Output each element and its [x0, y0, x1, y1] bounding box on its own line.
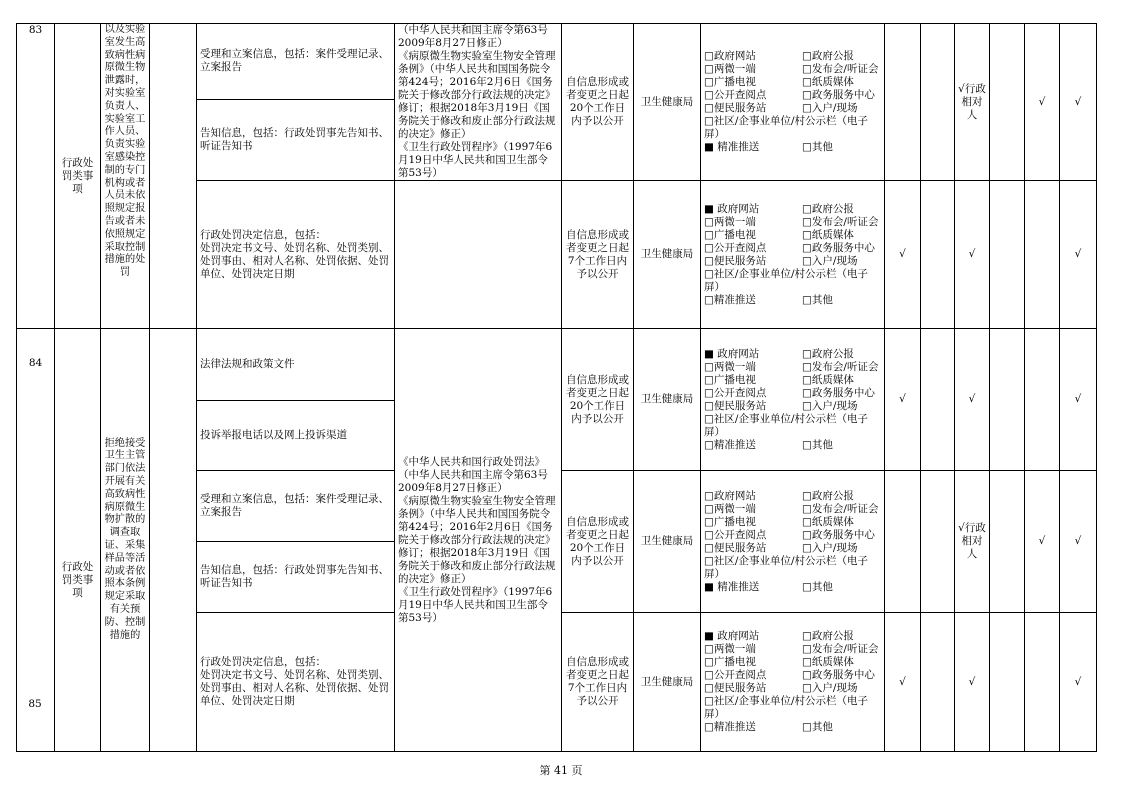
ch-84b-service: □政务服务中心 [802, 528, 875, 541]
ch-83a-home: □入户/现场 [802, 102, 858, 114]
time-84b-text: 自信息形成或者变更之日起20个工作日内予以公开 [566, 515, 629, 567]
ch-83b-press: □发布会/听证会 [802, 215, 879, 228]
mark-83a-2 [921, 24, 955, 181]
time-83b [562, 181, 634, 329]
ch-84b-press: □发布会/听证会 [802, 502, 879, 515]
mark-83b-5 [1025, 181, 1060, 329]
channels-84c [701, 613, 885, 752]
time-84b [562, 471, 634, 613]
item-83-text: 以及实验室发生高致病性病原微生物泄露时，对实验室负责人、实验室工作人员、负责实验室感染控制的专门机构或者人员未依照规定报告或者未依照规定采取控制措施的处罚 [104, 24, 146, 279]
row-index-83 [17, 24, 55, 329]
empty-84 [150, 329, 197, 752]
time-83b-text: 自信息形成或者变更之日起7个工作日内予以公开 [566, 228, 629, 280]
ch-84c-weibo: □两微一端 [704, 643, 756, 655]
dept-83a [634, 24, 701, 181]
content-84-5-text: 行政处罚决定信息，包括： 处罚决定书文号、处罚名称、处罚类别、处罚事由、相对人名称、处罚依据、处罚单位、处罚决定日期 [200, 656, 389, 707]
tick-84c-1: √ [899, 675, 906, 688]
ch-84b-other: □其他 [802, 580, 833, 593]
ch-83b-station: □便民服务站 [704, 254, 767, 267]
content-84-4-text: 告知信息，包括：行政处罚事先告知书、听证告知书 [200, 564, 389, 589]
tick-84c-6: √ [1074, 675, 1082, 688]
row-index-85-text: 85 [28, 698, 42, 710]
ch-84a-gov-website: ■ 政府网站 [704, 347, 760, 360]
ch-84c-station: □便民服务站 [704, 682, 767, 694]
mark-84b-2 [921, 471, 955, 613]
law-84-text: 《中华人民共和国行政处罚法》（中华人民共和国主席令第63号2009年8月27日修正） 《病原微生物实验室生物安全管理条例》（中华人民共和国国务院令第424号；2016年2月6日《国务院关于修改部分行政法规的决定》修订；根据2018年3月19日《国务院关于修改和废止部分行政法规的决定》修正） 《卫生行政处罚程序》（1997年6月19日中华人民共和国卫生部令第53号） [398, 455, 556, 624]
mark-83b-3 [955, 181, 990, 329]
dept-84c [634, 613, 701, 752]
mark-84c-6 [1060, 613, 1097, 752]
content-84-2-text: 投诉举报电话以及网上投诉渠道 [200, 429, 347, 441]
channels-84b [701, 471, 885, 613]
item-84 [101, 329, 150, 752]
ch-84b-gov-website: □政府网站 [704, 489, 756, 502]
page-footer [0, 762, 1122, 778]
ch-84b-push: ■ 精准推送 [704, 580, 760, 593]
tick-83b-3: √ [968, 248, 976, 260]
content-84-1-text: 法律法规和政策文件 [200, 358, 295, 370]
tick-83b-6: √ [1074, 248, 1082, 260]
empty-83 [150, 24, 197, 329]
mark-84a-1 [885, 329, 921, 471]
tick-83b-1: √ [899, 248, 906, 260]
mark-84c-5 [1025, 613, 1060, 752]
tick-84c-3: √ [968, 675, 976, 688]
ch-84a-weibo: □两微一端 [704, 360, 756, 373]
row-index-83-text: 83 [28, 24, 43, 36]
mark-84c-4 [990, 613, 1025, 752]
ch-84a-home: □入户/现场 [802, 399, 858, 412]
ch-83a-gov-website: □政府网站 [704, 50, 756, 62]
dept-84a [634, 329, 701, 471]
mark-83a-5 [1025, 24, 1060, 181]
mark-84c-1 [885, 613, 921, 752]
mark-83a-3 [955, 24, 990, 181]
ch-83a-reading: □公开查阅点 [704, 89, 767, 101]
item-83 [101, 24, 150, 329]
category-84 [55, 329, 101, 752]
ch-84a-other: □其他 [802, 438, 833, 451]
channels-84a [701, 329, 885, 471]
mark-83a-1 [885, 24, 921, 181]
mark-84b-4 [990, 471, 1025, 613]
category-83 [55, 24, 101, 329]
ch-84c-gov-website: ■ 政府网站 [704, 630, 760, 642]
mark-84b-6 [1060, 471, 1097, 613]
time-84c [562, 613, 634, 752]
subject-83a: √行政相对人 [958, 82, 986, 121]
ch-84c-press: □发布会/听证会 [802, 643, 879, 655]
item-84-text: 拒绝接受卫生主管部门依法开展有关高致病性病原微生物扩散的调查取证、采集样品等活动或者依照本条例规定采取有关预防、控制措施的 [104, 437, 146, 641]
law-83a-text: （中华人民共和国主席令第63号2009年8月27日修正） 《病原微生物实验室生物安全管理条例》（中华人民共和国国务院令第424号；2016年2月6日《国务院关于修改部分行政法规的决定》修订；根据2018年3月19日《国务院关于修改和废止部分行政法规的决定》修正） 《卫生行政处罚程序》（1997年6月19日中华人民共和国卫生部令第53号） [398, 24, 556, 179]
content-83-2-text: 告知信息，包括：行政处罚事先告知书、听证告知书 [200, 126, 389, 152]
law-84 [395, 329, 562, 752]
ch-84a-gov-gazette: □政府公报 [802, 347, 854, 360]
ch-83b-weibo: □两微一端 [704, 215, 756, 228]
ch-84c-service: □政务服务中心 [802, 669, 875, 681]
ch-83a-weibo: □两微一端 [704, 63, 756, 75]
ch-83a-gov-gazette: □政府公报 [802, 50, 854, 62]
mark-83a-4 [990, 24, 1025, 181]
mark-84b-5 [1025, 471, 1060, 613]
content-83-3 [197, 181, 395, 329]
channels-83a [701, 24, 885, 181]
ch-83b-board: □社区/企事业单位/村公示栏（电子屏） [704, 267, 868, 293]
ch-83a-push: ■ 精准推送 [704, 141, 760, 153]
mark-84a-5 [1025, 329, 1060, 471]
ch-84b-board: □社区/企事业单位/村公示栏（电子屏） [704, 554, 868, 580]
dept-84a-text: 卫生健康局 [640, 393, 694, 405]
mark-84a-6 [1060, 329, 1097, 471]
ch-84b-gov-gazette: □政府公报 [802, 489, 854, 502]
dept-83b [634, 181, 701, 329]
ch-83b-push: □精准推送 [704, 293, 756, 306]
mark-83a-6 [1060, 24, 1097, 181]
tick-84a-6: √ [1074, 393, 1082, 405]
ch-84a-tv: □广播电视 [704, 373, 756, 386]
ch-84b-reading: □公开查阅点 [704, 528, 767, 541]
category-83-text: 行政处罚类事项 [61, 156, 94, 195]
ch-84a-service: □政务服务中心 [802, 386, 875, 399]
law-83a [395, 24, 562, 181]
ch-84a-push: □精准推送 [704, 438, 756, 451]
ch-83a-board: □社区/企事业单位/村公示栏（电子屏） [704, 115, 868, 140]
ch-84b-tv: □广播电视 [704, 515, 756, 528]
mark-84c-2 [921, 613, 955, 752]
dept-84b [634, 471, 701, 613]
content-84-2 [197, 401, 395, 471]
law-83b [395, 181, 562, 329]
ch-84c-tv: □广播电视 [704, 656, 756, 668]
mark-83b-6 [1060, 181, 1097, 329]
ch-83b-service: □政务服务中心 [802, 241, 875, 254]
mark-83b-1 [885, 181, 921, 329]
ch-84b-paper: □纸质媒体 [802, 515, 854, 528]
content-84-3-text: 受理和立案信息，包括：案件受理记录、立案报告 [200, 493, 389, 518]
content-83-3-text: 行政处罚决定信息，包括： 处罚决定书文号、处罚名称、处罚类别、处罚事由、相对人名称、处罚依据、处罚单位、处罚决定日期 [200, 228, 389, 280]
ch-83b-home: □入户/现场 [802, 254, 858, 267]
ch-84a-board: □社区/企事业单位/村公示栏（电子屏） [704, 412, 868, 438]
row-index-84 [17, 329, 55, 752]
mark-83b-4 [990, 181, 1025, 329]
content-84-1 [197, 329, 395, 401]
tick-84a-3: √ [968, 393, 976, 405]
ch-83b-reading: □公开查阅点 [704, 241, 767, 254]
mark-84a-4 [990, 329, 1025, 471]
ch-83b-other: □其他 [802, 293, 833, 306]
mark-84a-2 [921, 329, 955, 471]
tick-83a-6: √ [1074, 95, 1082, 108]
row-index-85 [16, 698, 54, 710]
time-83a [562, 24, 634, 181]
ch-84a-reading: □公开查阅点 [704, 386, 767, 399]
tick-84b-6: √ [1074, 535, 1082, 547]
content-84-4 [197, 542, 395, 613]
time-84c-text: 自信息形成或者变更之日起7个工作日内予以公开 [566, 656, 629, 707]
ch-83a-service: □政务服务中心 [802, 89, 875, 101]
ch-84c-push: □精准推送 [704, 721, 756, 733]
ch-84b-station: □便民服务站 [704, 541, 767, 554]
ch-83b-gov-gazette: □政府公报 [802, 202, 854, 215]
time-84a-text: 自信息形成或者变更之日起20个工作日内予以公开 [566, 373, 629, 425]
mark-83b-2 [921, 181, 955, 329]
tick-84b-5: √ [1038, 535, 1046, 547]
ch-84a-station: □便民服务站 [704, 399, 767, 412]
subject-84b: √行政相对人 [958, 522, 986, 560]
content-84-3 [197, 471, 395, 542]
mark-84b-1 [885, 471, 921, 613]
ch-83b-tv: □广播电视 [704, 228, 756, 241]
ch-84c-gov-gazette: □政府公报 [802, 630, 854, 642]
content-84-5 [197, 613, 395, 752]
ch-84c-paper: □纸质媒体 [802, 656, 854, 668]
content-83-2 [197, 99, 395, 180]
ch-84b-home: □入户/现场 [802, 541, 858, 554]
ch-83a-station: □便民服务站 [704, 102, 767, 114]
ch-84a-press: □发布会/听证会 [802, 360, 879, 373]
dept-83b-text: 卫生健康局 [640, 248, 694, 260]
dept-84c-text: 卫生健康局 [640, 675, 694, 688]
mark-84b-3 [955, 471, 990, 613]
ch-84c-home: □入户/现场 [802, 682, 858, 694]
disclosure-table [16, 23, 1097, 752]
ch-84c-board: □社区/企事业单位/村公示栏（电子屏） [704, 695, 868, 720]
page-number: 第 41 页 [539, 764, 583, 777]
ch-84c-reading: □公开查阅点 [704, 669, 767, 681]
mark-84a-3 [955, 329, 990, 471]
ch-83a-other: □其他 [802, 141, 833, 153]
ch-83a-paper: □纸质媒体 [802, 76, 854, 88]
ch-84b-weibo: □两微一端 [704, 502, 756, 515]
tick-83a-5: √ [1038, 95, 1046, 108]
mark-84c-3 [955, 613, 990, 752]
time-84a [562, 329, 634, 471]
ch-84c-other: □其他 [802, 721, 833, 733]
dept-83a-text: 卫生健康局 [640, 95, 694, 108]
category-84-text: 行政处罚类事项 [61, 560, 94, 599]
ch-83a-tv: □广播电视 [704, 76, 756, 88]
content-83-1-text: 受理和立案信息，包括：案件受理记录、立案报告 [200, 48, 389, 74]
ch-84a-paper: □纸质媒体 [802, 373, 854, 386]
tick-84a-1: √ [899, 393, 906, 405]
ch-83a-press: □发布会/听证会 [802, 63, 879, 75]
time-83a-text: 自信息形成或者变更之日起20个工作日内予以公开 [566, 76, 629, 127]
row-index-84-text: 84 [28, 357, 43, 369]
channels-83b [701, 181, 885, 329]
content-83-1 [197, 24, 395, 100]
dept-84b-text: 卫生健康局 [640, 535, 694, 547]
ch-83b-gov-website: ■ 政府网站 [704, 202, 760, 215]
ch-83b-paper: □纸质媒体 [802, 228, 854, 241]
